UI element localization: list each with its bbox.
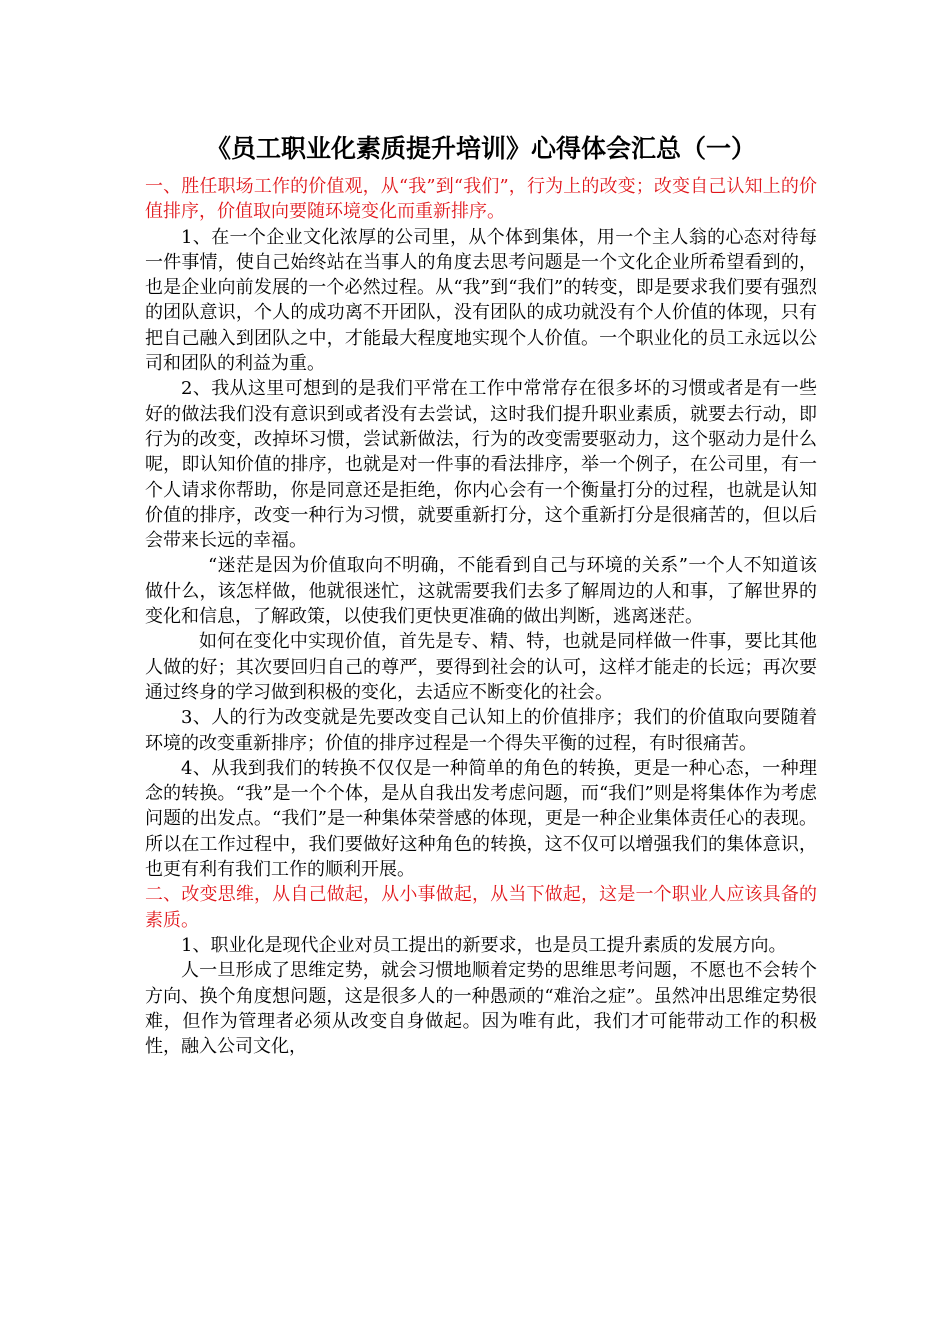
paragraph: 人一旦形成了思维定势，就会习惯地顺着定势的思维思考问题，不愿也不会转个方向、换个角度想问题，这是很多人的一种愚顽的“难治之症”。虽然冲出思维定势很难，但作为管理者必须从改变自身做起。因为唯有此，我们才可能带动工作的积极性，融入公司文化，: [145, 960, 817, 1058]
paragraph: 3、人的行为改变就是先要改变自己认知上的价值排序；我们的价值取向要随着环境的改变重新排序；价值的排序过程是一个得失平衡的过程，有时很痛苦。: [145, 707, 817, 754]
paragraph: 1、在一个企业文化浓厚的公司里，从个体到集体，用一个主人翁的心态对待每一件事情，使自己始终站在当事人的角度去思考问题是一个文化企业所希望看到的，也是企业向前发展的一个必然过程。从“我”到“我们”的转变，即是要求我们要有强烈的团队意识，个人的成功离不开团队，没有团队的成功就没有个人价值的体现，只有把自己融入到团队之中，才能最大程度地实现个人价值。一个职业化的员工永远以公司和团队的利益为重。: [145, 226, 817, 375]
paragraph: 1、职业化是现代企业对员工提出的新要求，也是员工提升素质的发展方向。: [181, 934, 787, 956]
paragraph-quote: “迷茫是因为价值取向不明确，不能看到自己与环境的关系”一个人不知道该做什么，该怎样做，他就很迷忙，这就需要我们去多了解周边的人和事，了解世界的变化和信息，了解政策，以使我们更快更准确的做出判断，逃离迷茫。: [145, 555, 817, 628]
document-title: 《员工职业化素质提升培训》心得体会汇总（一）: [205, 134, 756, 163]
paragraph: 如何在变化中实现价值，首先是专、精、特，也就是同样做一件事，要比其他人做的好；其次要回归自己的尊严，要得到社会的认可，这样才能走的长远；再次要通过终身的学习做到积极的变化，去适应不断变化的社会。: [145, 631, 817, 703]
paragraph: 2、我从这里可想到的是我们平常在工作中常常存在很多坏的习惯或者是有一些好的做法我们没有意识到或者没有去尝试，这时我们提升职业素质，就要去行动，即行为的改变，改掉坏习惯，尝试新做法，行为的改变需要驱动力，这个驱动力是什么呢，即认知价值的排序，也就是对一件事的看法排序，举一个例子，在公司里，有一个人请求你帮助，你是同意还是拒绝，你内心会有一个衡量打分的过程，也就是认知价值的排序，改变一种行为习惯，就要重新打分，这个重新打分是很痛苦的，但以后会带来长远的幸福。: [145, 378, 817, 552]
document-page: [145, 124, 817, 1059]
section-heading-1: 一、胜任职场工作的价值观，从“我”到“我们”，行为上的改变；改变自己认知上的价值排序，价值取向要随环境变化而重新排序。: [145, 176, 817, 223]
paragraph: 4、从我到我们的转换不仅仅是一种简单的角色的转换，更是一种心态，一种理念的转换。“我”是一个个体，是从自我出发考虑问题，而“我们”则是将集体作为考虑问题的出发点。“我们”是一种集体荣誉感的体现，更是一种企业集体责任心的表现。所以在工作过程中，我们要做好这种角色的转换，这不仅可以增强我们的集体意识，也更有利有我们工作的顺利开展。: [145, 757, 817, 881]
section-heading-2: 二、改变思维，从自己做起，从小事做起，从当下做起，这是一个职业人应该具备的素质。: [145, 884, 817, 931]
